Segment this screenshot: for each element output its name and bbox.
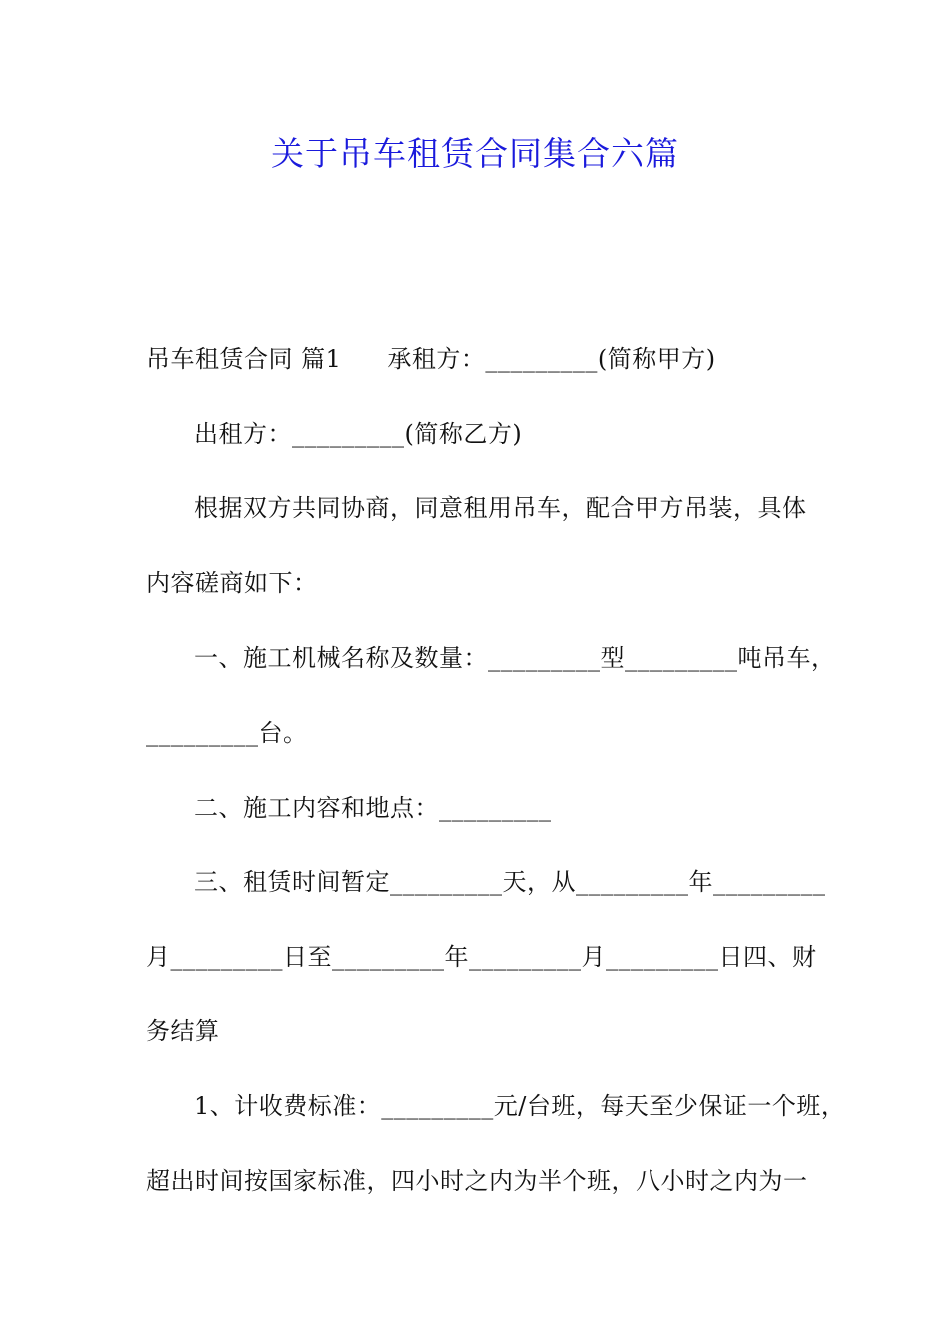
- clause-3-line: 月_________日至_________年_________月_________日四、财: [146, 943, 817, 971]
- lessor-field: 出租方：_________(简称乙方): [194, 420, 523, 448]
- contract-heading: 吊车租赁合同 篇1: [146, 345, 342, 373]
- document-title: 关于吊车租赁合同集合六篇: [271, 134, 679, 173]
- clause-4-heading: 务结算: [146, 1017, 220, 1045]
- paragraph-line: 根据双方共同协商，同意租用吊车，配合甲方吊装，具体: [194, 494, 807, 522]
- contract-line-1: [146, 341, 716, 377]
- clause-3-line: 三、租赁时间暂定_________天，从_________年_________: [194, 868, 826, 896]
- clause-4-1-line: 1、计收费标准：_________元/台班，每天至少保证一个班，: [194, 1092, 846, 1120]
- clause-1-line: 一、施工机械名称及数量：_________型_________吨吊车，: [194, 644, 836, 672]
- clause-2-line: 二、施工内容和地点：_________: [194, 794, 552, 822]
- lessee-field: 承租方：_________(简称甲方): [387, 345, 716, 373]
- paragraph-line: 内容磋商如下：: [146, 569, 318, 597]
- clause-4-1-line: 超出时间按国家标准，四小时之内为半个班，八小时之内为一: [146, 1167, 808, 1195]
- clause-1-line: _________台。: [146, 719, 308, 747]
